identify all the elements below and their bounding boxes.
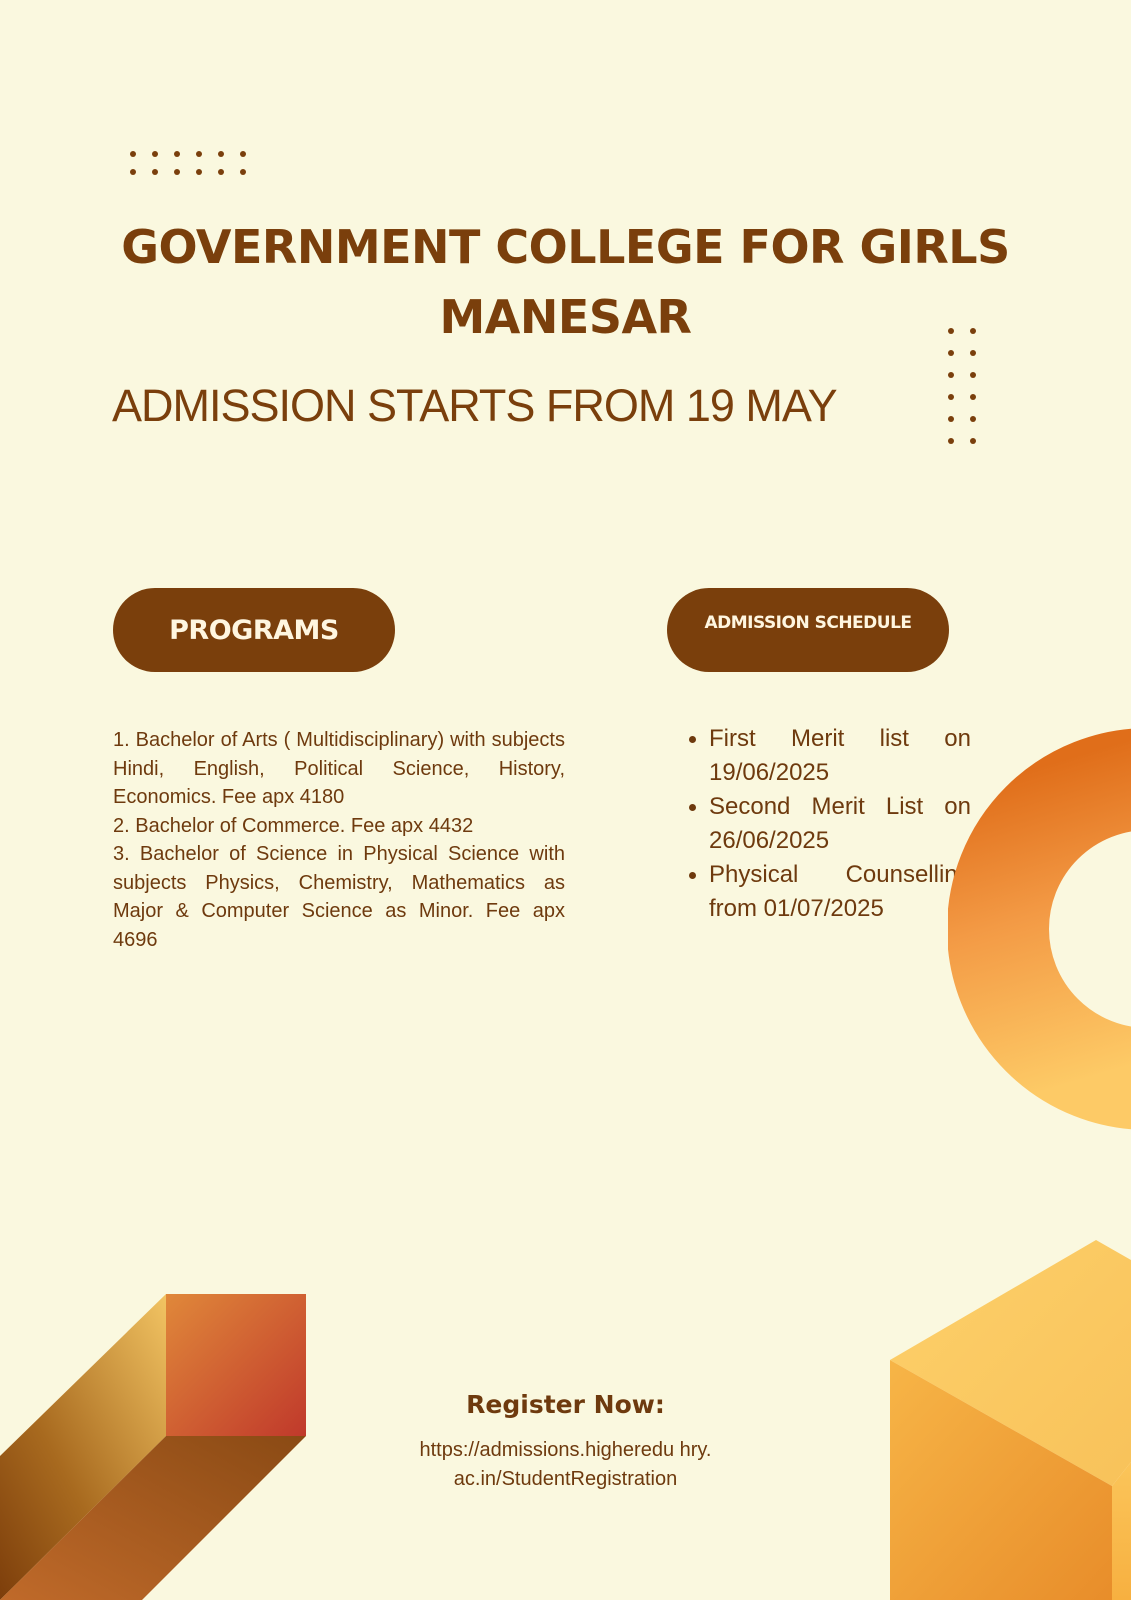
program-item: 1. Bachelor of Arts ( Multidisciplinary) with subjects Hindi, English, Political Science, History, Economics. Fee apx 4180 <box>113 729 565 808</box>
registration-url[interactable]: https://admissions.higheredu hry.ac.in/StudentRegistration <box>419 1439 712 1490</box>
programs-list <box>113 726 565 954</box>
register-now-label: Register Now: <box>466 1390 665 1419</box>
schedule-item: First Merit list on 19/06/2025 <box>709 722 971 790</box>
admission-schedule-heading: ADMISSION SCHEDULE <box>667 588 949 672</box>
yellow-cube-decoration <box>890 1240 1131 1600</box>
schedule-list <box>687 722 971 926</box>
schedule-item: Physical Counselling from 01/07/2025 <box>709 858 971 926</box>
program-item: 2. Bachelor of Commerce. Fee apx 4432 <box>113 814 474 837</box>
admission-start-subtitle: ADMISSION STARTS FROM 19 MAY <box>112 380 837 431</box>
programs-heading: PROGRAMS <box>113 588 395 672</box>
schedule-item: Second Merit List on 26/06/2025 <box>709 790 971 858</box>
dot-grid-decoration <box>130 151 246 175</box>
orange-ring-decoration <box>948 728 1131 1130</box>
college-title-line1: GOVERNMENT COLLEGE FOR GIRLS <box>121 220 1010 274</box>
college-title-line2: MANESAR <box>439 290 692 344</box>
orange-ribbon-decoration <box>0 1290 310 1600</box>
college-title <box>60 212 1071 352</box>
program-item: 3. Bachelor of Science in Physical Science with subjects Physics, Chemistry, Mathematics as Major & Computer Science as Minor. Fee apx 4696 <box>113 843 565 951</box>
